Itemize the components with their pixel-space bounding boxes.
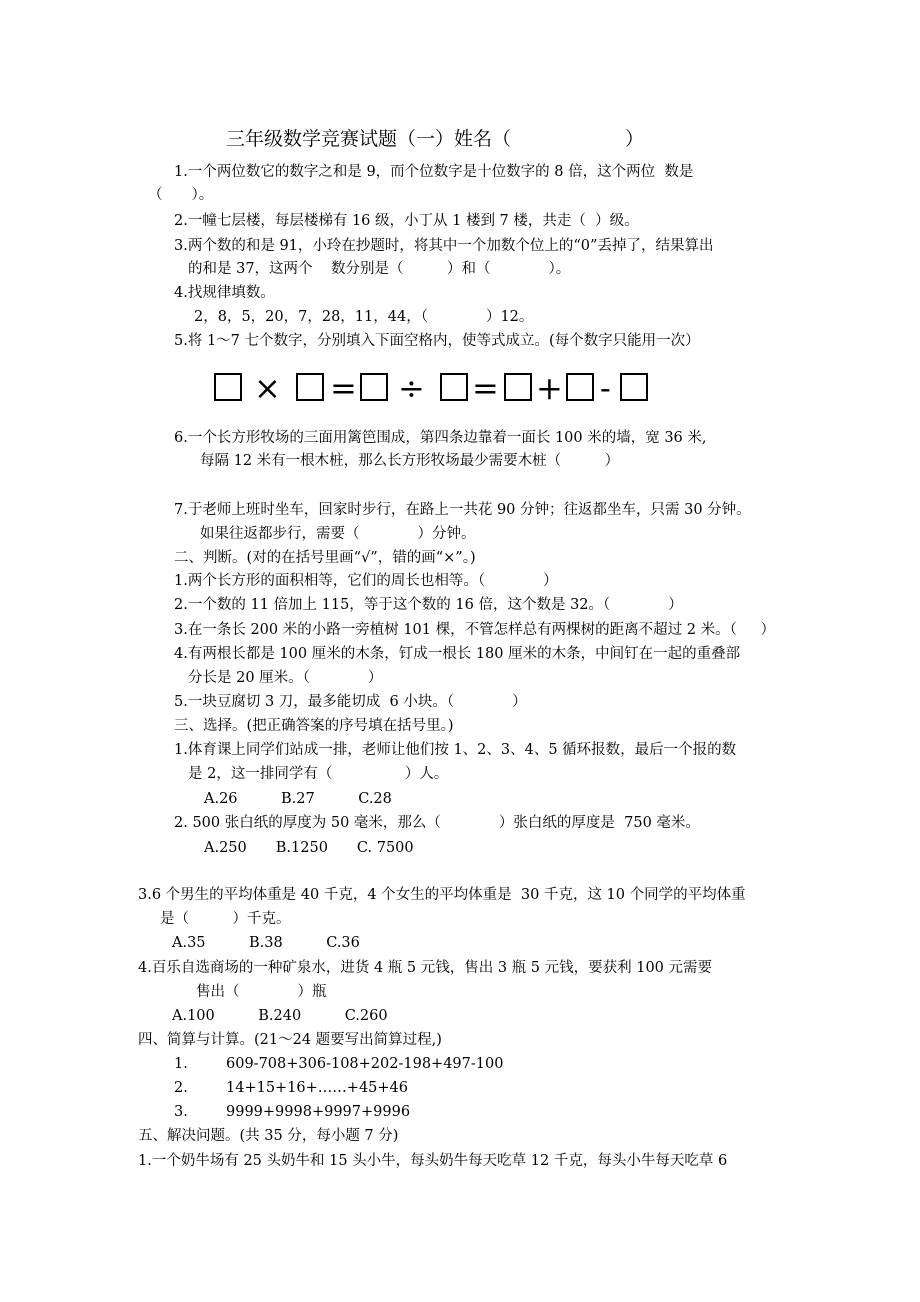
question-5: 5.将 1～7 七个数字，分别填入下面空格内，使等式成立。(每个数字只能用一次） (174, 333, 700, 349)
judge-question-5: 5.一块豆腐切 3 刀，最多能切成 6 小块。（ ） (174, 694, 527, 710)
judge-question-2: 2.一个数的 11 倍加上 115，等于这个数的 16 倍，这个数是 32。（ ） (174, 597, 683, 613)
question-3-line-2: 的和是 37，这两个 数分别是（ ）和（ ）。 (188, 261, 571, 277)
choice-question-2-options: A.250 B.1250 C. 7500 (204, 840, 414, 856)
blank-box-5[interactable] (504, 373, 532, 401)
equation-row (214, 370, 654, 410)
divide-sign: ÷ (398, 369, 425, 407)
choice-question-3-line-2: 是（ ）千克。 (160, 911, 291, 927)
times-sign: × (254, 369, 281, 407)
calc-item-3-number: 3. (174, 1104, 188, 1120)
calc-item-3-expression: 9999+9998+9997+9996 (226, 1104, 411, 1120)
choice-question-3-options: A.35 B.38 C.36 (172, 935, 360, 951)
question-3-line-1: 3.两个数的和是 91，小玲在抄题时，将其中一个加数个位上的“0”丢掉了，结果算出 (174, 238, 714, 254)
blank-box-3[interactable] (360, 373, 388, 401)
blank-box-7[interactable] (620, 373, 648, 401)
blank-box-6[interactable] (566, 373, 594, 401)
question-1-line-1: 1.一个两位数它的数字之和是 9，而个位数字是十位数字的 8 倍，这个两位 数是 (174, 164, 694, 180)
calc-item-1-expression: 609-708+306-108+202-198+497-100 (226, 1056, 504, 1072)
judge-question-4-line-2: 分长是 20 厘米。（ ） (188, 670, 383, 686)
equals-sign: = (472, 369, 499, 407)
page-title: 三年级数学竞赛试题（一）姓名（ ） (226, 128, 645, 150)
judge-question-3: 3.在一条长 200 米的小路一旁植树 101 棵，不管怎样总有两棵树的距离不超过 2 米。（ ） (174, 622, 776, 638)
question-4-sequence: 2，8，5，20，7，28，11，44，（ ）12。 (194, 309, 534, 325)
judge-question-1: 1.两个长方形的面积相等，它们的周长也相等。（ ） (174, 573, 558, 589)
section-5-heading: 五、解决问题。(共 35 分，每小题 7 分) (138, 1128, 399, 1144)
minus-sign: - (600, 369, 611, 407)
choice-question-3-line-1: 3.6 个男生的平均体重是 40 千克，4 个女生的平均体重是 30 千克，这 10 个同学的平均体重 (138, 887, 746, 903)
choice-question-4-line-2: 售出（ ）瓶 (196, 984, 327, 1000)
choice-question-1-options: A.26 B.27 C.28 (204, 791, 392, 807)
choice-question-1-line-1: 1.体育课上同学们站成一排，老师让他们按 1、2、3、4、5 循环报数，最后一个报的数 (174, 742, 737, 758)
blank-box-4[interactable] (440, 373, 468, 401)
question-1-line-2: （ ）。 (148, 187, 214, 203)
calc-item-2-number: 2. (174, 1080, 188, 1096)
choice-question-4-line-1: 4.百乐自选商场的一种矿泉水，进货 4 瓶 5 元钱，售出 3 瓶 5 元钱，要获利 100 元需要 (138, 960, 713, 976)
section-2-heading: 二、判断。(对的在括号里画“√”，错的画“×”。) (174, 550, 476, 566)
choice-question-4-options: A.100 B.240 C.260 (172, 1008, 388, 1024)
calc-item-2-expression: 14+15+16+……+45+46 (226, 1080, 409, 1096)
question-7-line-1: 7.于老师上班时坐车，回家时步行，在路上一共花 90 分钟；往返都坐车，只需 30 分钟。 (174, 502, 751, 518)
choice-question-2: 2. 500 张白纸的厚度为 50 毫米，那么（ ）张白纸的厚度是 750 毫米。 (174, 815, 700, 831)
question-7-line-2: 如果往返都步行，需要（ ）分钟。 (200, 526, 476, 542)
question-6-line-2: 每隔 12 米有一根木桩，那么长方形牧场最少需要木桩（ ） (200, 453, 620, 469)
question-6-line-1: 6.一个长方形牧场的三面用篱笆围成，第四条边靠着一面长 100 米的墙，宽 36 米, (174, 430, 707, 446)
choice-question-1-line-2: 是 2，这一排同学有（ ）人。 (188, 766, 449, 782)
question-4-line-1: 4.找规律填数。 (174, 285, 275, 301)
problem-question-1: 1.一个奶牛场有 25 头奶牛和 15 头小牛，每头奶牛每天吃草 12 千克，每头小牛每天吃草 6 (138, 1153, 728, 1169)
equals-sign: = (330, 369, 357, 407)
blank-box-2[interactable] (296, 373, 324, 401)
plus-sign: + (536, 369, 563, 407)
judge-question-4-line-1: 4.有两根长都是 100 厘米的木条，钉成一根长 180 厘米的木条，中间钉在一起的重叠部 (174, 646, 741, 662)
calc-item-1-number: 1. (174, 1056, 188, 1072)
section-3-heading: 三、选择。(把正确答案的序号填在括号里。) (174, 718, 454, 734)
blank-box-1[interactable] (214, 373, 242, 401)
section-4-heading: 四、简算与计算。(21～24 题要写出简算过程,) (138, 1032, 442, 1048)
question-2: 2.一幢七层楼，每层楼梯有 16 级，小丁从 1 楼到 7 楼，共走（ ）级。 (174, 213, 639, 229)
